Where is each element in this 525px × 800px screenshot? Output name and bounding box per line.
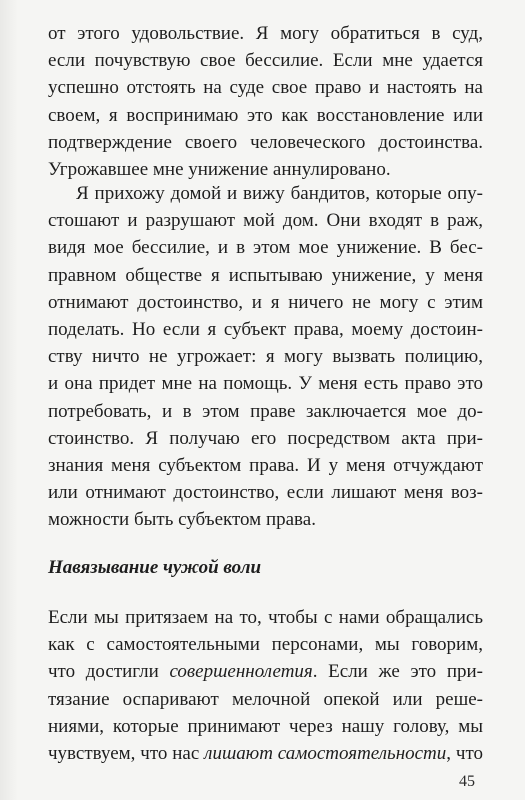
text-line: Угрожавшее мне унижение аннулировано.: [48, 159, 391, 181]
text-line: правном обществе я испытываю унижение, у меня: [48, 264, 483, 286]
emphasis-term: совершеннолетия: [169, 661, 313, 683]
text-line: [48, 740, 483, 767]
paragraph-2: [48, 180, 483, 534]
text-line: ству ничто не угрожает: я могу вызвать полицию,: [48, 346, 483, 368]
text-line: подтверждение своего человеческого достоинства.: [48, 131, 483, 153]
text-line: знания меня субъектом права. И у меня отчуждают: [48, 455, 483, 477]
text-run: , что: [446, 743, 484, 765]
text-line: стоинство. Я получаю его посредством акта при-: [48, 427, 483, 449]
text-line: тязание оспаривают мелочной опекой или реше-: [48, 688, 483, 710]
text-line: видя мое бессилие, и в этом мое унижение. В бес-: [48, 237, 483, 259]
text-line: [48, 658, 483, 685]
text-line: поделать. Но если я субъект права, моему достоин-: [48, 319, 483, 341]
paragraph-3: [48, 604, 483, 767]
text-line: можности быть субъектом права.: [48, 509, 316, 531]
text-line: Если мы притязаем на то, чтобы с нами обращались: [48, 607, 483, 628]
text-line: от этого удовольствие. Я могу обратиться в суд,: [48, 23, 483, 44]
text-line: своем, я воспринимаю это как восстановление или: [48, 104, 483, 126]
text-line: или отнимают достоинство, если лишают меня воз-: [48, 482, 483, 504]
text-line: успешно отстоять на суде свое право и настоять на: [48, 77, 483, 99]
text-run: что достигли: [48, 661, 170, 683]
text-line: потребовать, и в этом праве заключается мое до-: [48, 400, 483, 422]
paragraph-1: [48, 20, 483, 183]
text-line: стошают и разрушают мой дом. Они входят в раж,: [48, 210, 483, 232]
text-line: отнимают достоинство, и я ничего не могу с этим: [48, 291, 483, 313]
text-line: ниями, которые принимают через нашу голову, мы: [48, 715, 483, 737]
text-line: если почувствую свое бессилие. Если мне удается: [48, 50, 483, 72]
text-line: Я прихожу домой и вижу бандитов, которые опу-: [76, 183, 483, 204]
page-number: 45: [459, 773, 475, 790]
section-heading: Навязывание чужой воли: [48, 557, 262, 578]
text-run: чувствуем, что нас: [48, 743, 205, 765]
text-line: и она придет мне на помощь. У меня есть право это: [48, 373, 483, 395]
text-run: . Если же это при-: [312, 661, 483, 683]
emphasis-term: лишают самостоятельности: [204, 743, 447, 765]
text-line: как с самостоятельными персонами, мы говорим,: [48, 634, 483, 656]
